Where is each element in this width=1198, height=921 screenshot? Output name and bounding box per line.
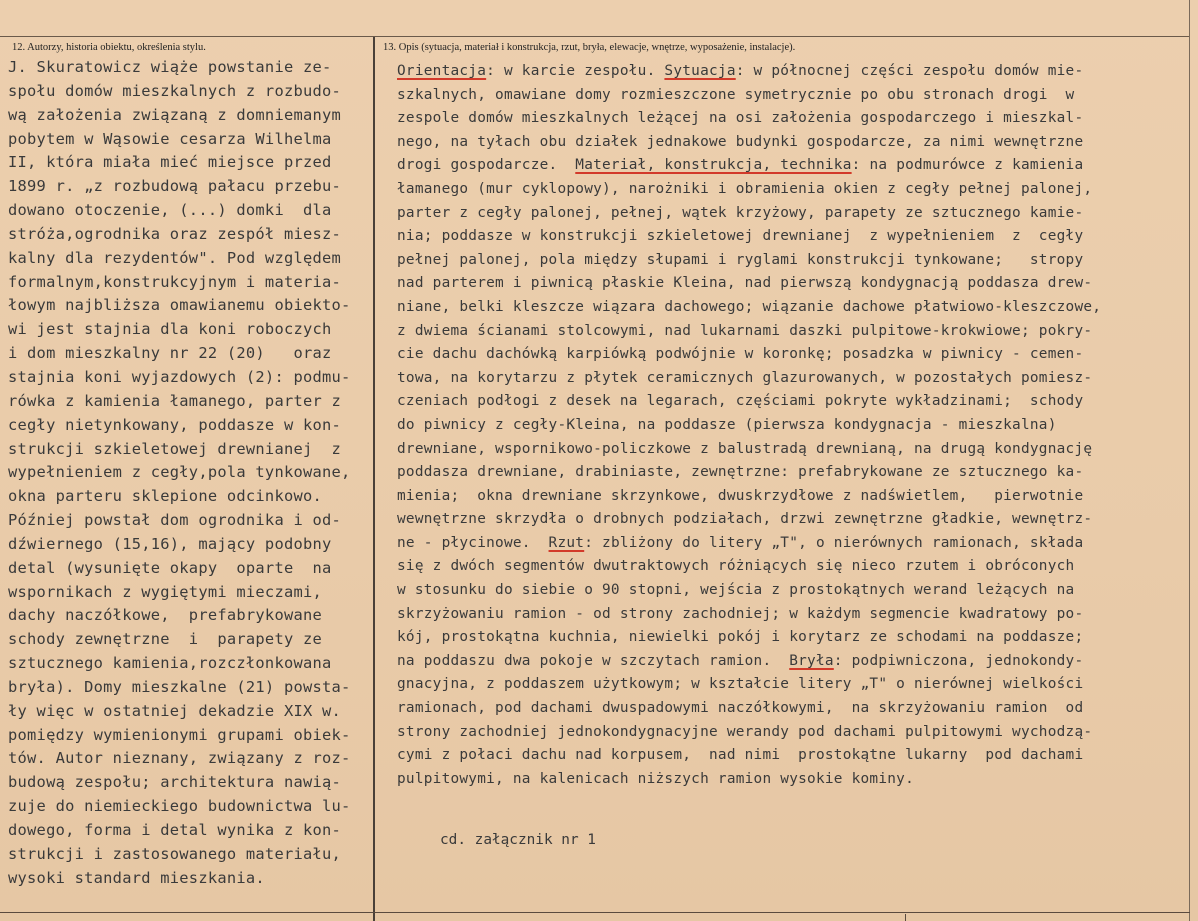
right-text-line xyxy=(397,60,1187,84)
text-segment: : podpiwniczona, jednokondy- xyxy=(833,652,1084,669)
left-text-line: tów. Autor nieznany, związany z roz- xyxy=(8,749,351,768)
left-text-line: stajnia koni wyjazdowych (2): podmu- xyxy=(8,367,351,386)
text-segment: drogi gospodarcze. xyxy=(397,157,576,174)
left-text-line: formalnym,konstrukcyjnym i materia- xyxy=(8,272,342,291)
section-keyword: Rzut xyxy=(548,534,585,551)
text-segment: parter z cegły palonej, pełnej, wątek krzyżowy, parapety ze sztucznego kamie- xyxy=(397,204,1084,221)
right-text-line xyxy=(397,178,1187,202)
right-text-line xyxy=(397,320,1187,344)
left-text-line: strukcji szkieletowej drewnianej z xyxy=(8,439,342,458)
left-text-line: łowym najbliższa omawianemu obiekto- xyxy=(8,296,351,315)
text-segment: się z dwóch segmentów dwutraktowych różniących się nieco rzutem i obróconych xyxy=(397,558,1075,575)
text-segment: w stosunku do siebie o 90 stopni, wejścia z prostokątnych werand leżących na xyxy=(397,582,1075,599)
left-text-line: rówka z kamienia łamanego, parter z xyxy=(8,391,342,410)
right-text-line xyxy=(397,650,1187,674)
left-text-line: strukcji i zastosowanego materiału, xyxy=(8,844,342,863)
right-text-line xyxy=(397,202,1187,226)
right-text-line xyxy=(397,744,1187,768)
right-text-line xyxy=(397,390,1187,414)
text-segment: pulpitowymi, na kalenicach niższych ramion wysokie kominy. xyxy=(397,770,915,787)
top-rule xyxy=(0,36,1190,37)
right-text-line xyxy=(397,296,1187,320)
left-text-line: bryła). Domy mieszkalne (21) powsta- xyxy=(8,677,351,696)
section-keyword: Materiał, konstrukcja, technika xyxy=(575,157,852,174)
left-text-line: dowego, forma i detal wynika z kon- xyxy=(8,821,342,839)
text-segment: pełnej palonej, pola między słupami i ryglami konstrukcji tynkowane; stropy xyxy=(397,251,1084,268)
text-segment: czeniach podłogi z desek na legarach, częściami pokryte wykładzinami; schody xyxy=(397,393,1084,410)
text-segment: nego, na tyłach obu działek jednakowe budynki gospodarcze, za nimi wewnętrzne xyxy=(397,133,1084,150)
text-segment: : w karcie zespołu. xyxy=(486,63,665,79)
text-segment: towa, na korytarzu z płytek ceramicznych glazurowanych, w pozostałych pomiesz- xyxy=(397,369,1093,386)
text-segment: cie dachu dachówką karpiówką podwójnie w koronkę; posadzka w piwnicy - cemen- xyxy=(397,346,1084,363)
text-segment: : w północnej części zespołu domów mie- xyxy=(735,63,1084,79)
right-text-line xyxy=(397,107,1187,131)
right-text-line xyxy=(397,225,1187,249)
right-text-line xyxy=(397,721,1187,745)
text-segment: nad parterem i piwnicą płaskie Kleina, nad pierwszą kondygnacją poddasza drew- xyxy=(397,275,1093,292)
description-text xyxy=(397,60,1187,791)
right-text-line xyxy=(397,603,1187,627)
text-segment: wewnętrzne skrzydła o drobnych podziałach, drzwi zewnętrzne gładkie, wewnętrz- xyxy=(397,511,1093,528)
right-text-line xyxy=(397,555,1187,579)
right-text-line xyxy=(397,343,1187,367)
text-segment: zespole domów mieszkalnych leżącej na osi założenia gospodarczego i mieszkal- xyxy=(397,110,1084,127)
right-text-line xyxy=(397,532,1187,556)
text-segment: skrzyżowaniu ramion - od strony zachodniej; w każdym segmencie kwadratowy po- xyxy=(397,605,1084,622)
section-12-heading: 12. Autorzy, historia obiektu, określenia stylu. xyxy=(12,42,206,53)
right-text-line xyxy=(397,461,1187,485)
right-text-line xyxy=(397,249,1187,273)
text-segment: ramionach, pod dachami dwuspadowymi naczółkowymi, na skrzyżowaniu ramion od xyxy=(397,700,1084,717)
text-segment: łamanego (mur cyklopowy), narożniki i obramienia okien z cegły pełnej palonej, xyxy=(397,180,1093,197)
left-text-line: dźwiernego (15,16), mający podobny xyxy=(8,534,332,553)
left-text-line: dachy naczółkowe, prefabrykowane xyxy=(8,606,323,625)
left-text-line: wspornikach z wygiętymi mieczami, xyxy=(8,582,323,601)
left-text-line: wą założenia związaną z domniemanym xyxy=(8,105,342,124)
right-text-line xyxy=(397,697,1187,721)
left-text-line: 1899 r. „z rozbudową pałacu przebu- xyxy=(8,177,342,196)
right-text-line xyxy=(397,508,1187,532)
left-text-line: ły więc w ostatniej dekadzie XIX w. xyxy=(8,701,342,720)
left-text-line: schody zewnętrzne i parapety ze xyxy=(8,630,323,649)
continuation-note: cd. załącznik nr 1 xyxy=(440,832,596,848)
text-segment: cymi z połaci dachu nad korpusem, nad nimi prostokątne lukarny pod dachami xyxy=(397,747,1084,764)
text-segment: poddasza drewniane, drabiniaste, zewnętrzne: prefabrykowane ze sztucznego ka- xyxy=(397,464,1084,481)
bottom-stub xyxy=(905,914,906,921)
text-segment: nia; poddasze w konstrukcji szkieletowej drewnianej z wypełnieniem z cegły xyxy=(397,228,1084,245)
text-segment: : zbliżony do litery „T", o nierównych ramionach, składa xyxy=(584,534,1084,551)
text-segment: mienia; okna drewniane skrzynkowe, dwuskrzydłowe z nadświetlem, pierwotnie xyxy=(397,487,1084,504)
right-text-line xyxy=(397,154,1187,178)
right-text-line xyxy=(397,673,1187,697)
left-text-line: okna parteru sklepione odcinkowo. xyxy=(8,487,323,506)
left-text-line: Później powstał dom ogrodnika i od- xyxy=(8,511,342,530)
left-text-line: budową zespołu; architektura nawią- xyxy=(8,773,342,792)
right-text-line xyxy=(397,272,1187,296)
section-13-heading: 13. Opis (sytuacja, materiał i konstrukcja, rzut, bryła, elewacje, wnętrze, wyposażenie, instalacje). xyxy=(383,42,796,53)
text-segment: kój, prostokątna kuchnia, niewielki pokój i korytarz ze schodami na poddasze; xyxy=(397,629,1084,646)
left-text-line: wysoki standard mieszkania. xyxy=(8,868,265,887)
right-text-line xyxy=(397,626,1187,650)
right-text-line xyxy=(397,367,1187,391)
section-keyword: Sytuacja xyxy=(664,63,736,79)
left-text-line: i dom mieszkalny nr 22 (20) oraz xyxy=(8,344,332,363)
left-text-line: J. Skuratowicz wiąże powstanie ze- xyxy=(8,58,332,76)
text-segment: z dwiema ścianami stolcowymi, nad lukarnami daszki pulpitowe-krokwiowe; pokry- xyxy=(397,322,1093,339)
right-text-line xyxy=(397,438,1187,462)
left-text-line: stróża,ogrodnika oraz zespół miesz- xyxy=(8,224,342,243)
left-text-line: społu domów mieszkalnych z rozbudo- xyxy=(8,81,342,100)
left-text-line: pobytem w Wąsowie cesarza Wilhelma xyxy=(8,129,332,148)
section-keyword: Bryła xyxy=(789,652,834,669)
left-text-line: detal (wysunięte okapy oparte na xyxy=(8,558,332,577)
text-segment: na poddaszu dwa pokoje w szczytach ramion. xyxy=(397,652,790,669)
text-segment: strony zachodniej jednokondygnacyjne werandy pod dachami pulpitowymi wychodzą- xyxy=(397,723,1093,740)
left-text-line: wi jest stajnia dla koni roboczych xyxy=(8,320,332,339)
section-keyword: Orientacja xyxy=(397,63,487,79)
left-text-line: wypełnieniem z cegły,pola tynkowane, xyxy=(8,463,351,482)
right-text-line xyxy=(397,414,1187,438)
right-text-line xyxy=(397,768,1187,792)
left-text-line: dowano otoczenie, (...) domki dla xyxy=(8,201,332,220)
left-text-line: sztucznego kamienia,rozczłonkowana xyxy=(8,654,332,673)
column-divider xyxy=(373,37,375,921)
right-text-line xyxy=(397,84,1187,108)
left-text-line: II, która miała mieć miejsce przed xyxy=(8,153,332,172)
text-segment: szkalnych, omawiane domy rozmieszczone symetrycznie po obu stronach drogi w xyxy=(397,86,1075,103)
text-segment: do piwnicy z cegły-Kleina, na poddasze (pierwsza kondygnacja - mieszkalna) xyxy=(397,416,1057,433)
left-text-line: pomiędzy wymienionymi grupami obiek- xyxy=(8,725,351,744)
text-segment: niane, belki kleszcze wiązara dachowego; wiązanie dachowe płatwiowo-kleszczowe, xyxy=(397,298,1102,315)
authors-history-text xyxy=(8,56,368,891)
text-segment: : na podmurówce z kamienia xyxy=(851,157,1084,174)
right-text-line xyxy=(397,579,1187,603)
left-text-line: zuje do niemieckiego budownictwa lu- xyxy=(8,797,351,816)
left-text-line: kalny dla rezydentów". Pod względem xyxy=(8,248,342,267)
bottom-rule xyxy=(0,912,1190,913)
text-segment: ne - płycinowe. xyxy=(397,534,549,551)
text-segment: drewniane, wspornikowo-policzkowe z balustradą drewnianą, na drugą kondygnację xyxy=(397,440,1093,457)
right-text-line xyxy=(397,131,1187,155)
right-text-line xyxy=(397,485,1187,509)
text-segment: gnacyjna, z poddaszem użytkowym; w kształcie litery „T" o nierównej wielkości xyxy=(397,676,1084,693)
left-text-line: cegły nietynkowany, poddasze w kon- xyxy=(8,415,342,434)
right-edge-rule xyxy=(1189,0,1190,921)
